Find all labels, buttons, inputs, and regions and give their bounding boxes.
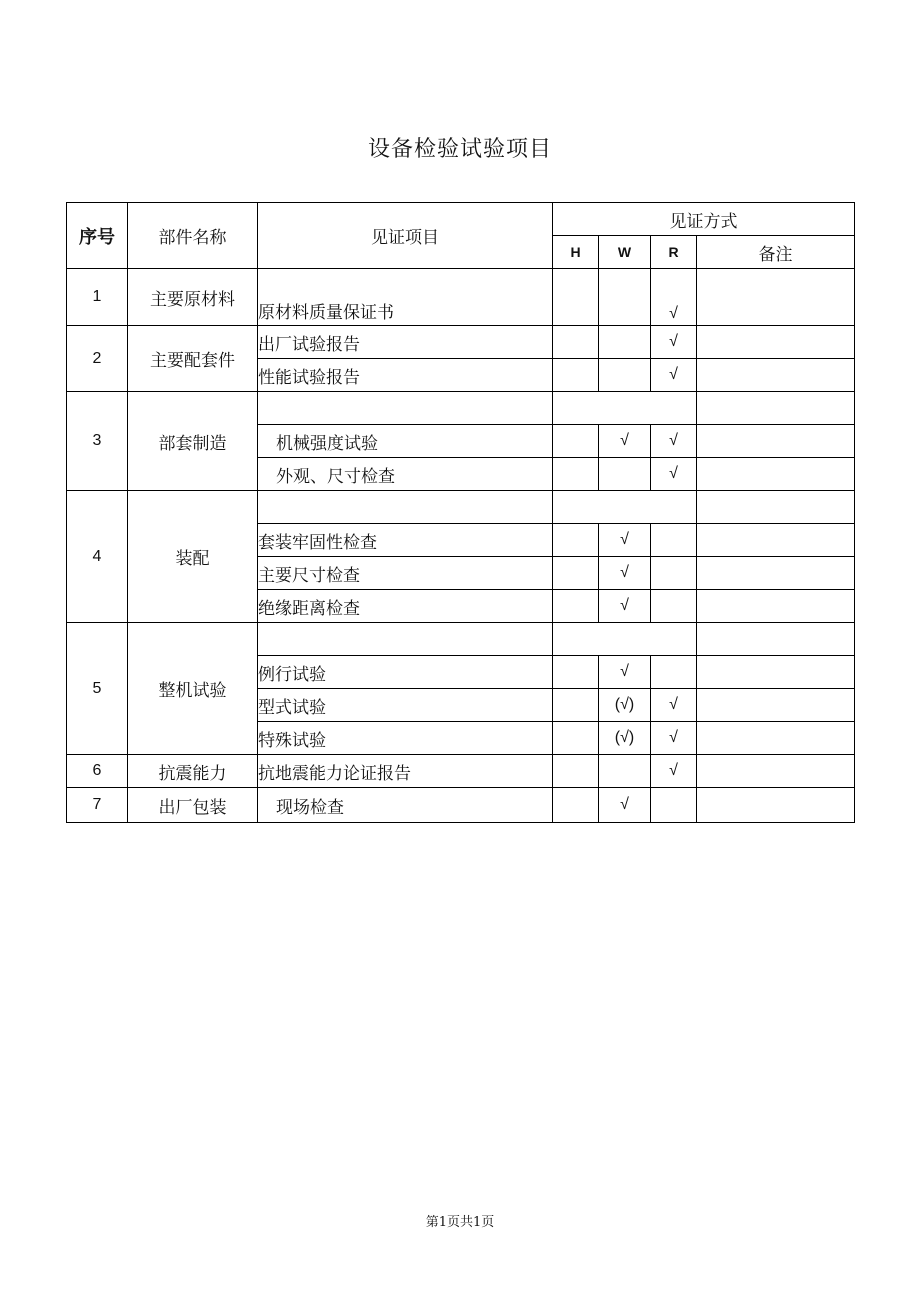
w-cell: √ xyxy=(599,590,651,623)
witness-item-cell: 性能试验报告 xyxy=(258,359,553,392)
witness-item-cell: 特殊试验 xyxy=(258,722,553,755)
remark-cell xyxy=(697,590,855,623)
header-r: R xyxy=(651,236,697,269)
remark-cell xyxy=(697,722,855,755)
table-row xyxy=(67,326,855,359)
witness-item-cell: 绝缘距离检查 xyxy=(258,590,553,623)
remark-cell xyxy=(697,326,855,359)
h-cell xyxy=(553,425,599,458)
header-w: W xyxy=(599,236,651,269)
empty-cell xyxy=(553,491,697,524)
header-row-1 xyxy=(67,203,855,236)
remark-cell xyxy=(697,425,855,458)
w-cell: √ xyxy=(599,425,651,458)
remark-cell xyxy=(697,656,855,689)
seq-cell: 5 xyxy=(67,623,128,755)
remark-cell xyxy=(697,359,855,392)
part-name-cell: 部套制造 xyxy=(128,392,258,491)
header-seq: 序号 xyxy=(67,203,128,269)
table-row xyxy=(67,491,855,524)
page-footer: 第1页共1页 xyxy=(425,1215,495,1230)
w-cell: (√) xyxy=(599,689,651,722)
page-title: 设备检验试验项目 xyxy=(367,137,552,162)
r-cell xyxy=(651,590,697,623)
r-cell: √ xyxy=(651,755,697,788)
empty-cell xyxy=(258,392,553,425)
r-cell: √ xyxy=(651,269,697,326)
w-cell: √ xyxy=(599,788,651,823)
remark-cell xyxy=(697,788,855,823)
empty-cell xyxy=(258,623,553,656)
table-row xyxy=(67,755,855,788)
r-cell xyxy=(651,656,697,689)
part-name-cell: 出厂包装 xyxy=(128,788,258,823)
remark-cell xyxy=(697,269,855,326)
h-cell xyxy=(553,722,599,755)
w-cell xyxy=(599,359,651,392)
r-cell: √ xyxy=(651,359,697,392)
remark-cell xyxy=(697,557,855,590)
w-cell: √ xyxy=(599,524,651,557)
h-cell xyxy=(553,689,599,722)
seq-cell: 4 xyxy=(67,491,128,623)
inspection-table xyxy=(66,202,855,823)
w-cell xyxy=(599,755,651,788)
h-cell xyxy=(553,524,599,557)
seq-cell: 7 xyxy=(67,788,128,823)
header-witness-method: 见证方式 xyxy=(553,203,855,236)
r-cell: √ xyxy=(651,425,697,458)
witness-item-cell: 原材料质量保证书 xyxy=(258,269,553,326)
part-name-cell: 装配 xyxy=(128,491,258,623)
witness-item-cell: 出厂试验报告 xyxy=(258,326,553,359)
remark-cell xyxy=(697,458,855,491)
witness-item-cell: 抗地震能力论证报告 xyxy=(258,755,553,788)
h-cell xyxy=(553,755,599,788)
header-part-name: 部件名称 xyxy=(128,203,258,269)
w-cell: √ xyxy=(599,656,651,689)
r-cell xyxy=(651,557,697,590)
seq-cell: 2 xyxy=(67,326,128,392)
w-cell xyxy=(599,269,651,326)
h-cell xyxy=(553,458,599,491)
witness-item-cell: 外观、尺寸检查 xyxy=(258,458,553,491)
r-cell: √ xyxy=(651,689,697,722)
witness-item-cell: 套装牢固性检查 xyxy=(258,524,553,557)
witness-item-cell: 例行试验 xyxy=(258,656,553,689)
table-row xyxy=(67,269,855,326)
table-row xyxy=(67,788,855,823)
header-remark: 备注 xyxy=(697,236,855,269)
r-cell: √ xyxy=(651,458,697,491)
witness-item-cell: 机械强度试验 xyxy=(258,425,553,458)
h-cell xyxy=(553,326,599,359)
h-cell xyxy=(553,359,599,392)
header-h: H xyxy=(553,236,599,269)
empty-cell xyxy=(697,623,855,656)
part-name-cell: 抗震能力 xyxy=(128,755,258,788)
empty-cell xyxy=(553,392,697,425)
part-name-cell: 主要原材料 xyxy=(128,269,258,326)
empty-cell xyxy=(697,491,855,524)
seq-cell: 6 xyxy=(67,755,128,788)
witness-item-cell: 主要尺寸检查 xyxy=(258,557,553,590)
part-name-cell: 整机试验 xyxy=(128,623,258,755)
seq-cell: 1 xyxy=(67,269,128,326)
w-cell xyxy=(599,326,651,359)
remark-cell xyxy=(697,524,855,557)
seq-cell: 3 xyxy=(67,392,128,491)
empty-cell xyxy=(258,491,553,524)
remark-cell xyxy=(697,689,855,722)
witness-item-cell: 现场检查 xyxy=(258,788,553,823)
part-name-cell: 主要配套件 xyxy=(128,326,258,392)
r-cell xyxy=(651,788,697,823)
h-cell xyxy=(553,656,599,689)
table-row xyxy=(67,392,855,425)
empty-cell xyxy=(553,623,697,656)
r-cell xyxy=(651,524,697,557)
w-cell: √ xyxy=(599,557,651,590)
r-cell: √ xyxy=(651,722,697,755)
witness-item-cell: 型式试验 xyxy=(258,689,553,722)
table-row xyxy=(67,623,855,656)
remark-cell xyxy=(697,755,855,788)
h-cell xyxy=(553,269,599,326)
w-cell: (√) xyxy=(599,722,651,755)
r-cell: √ xyxy=(651,326,697,359)
header-witness-item: 见证项目 xyxy=(258,203,553,269)
h-cell xyxy=(553,788,599,823)
h-cell xyxy=(553,557,599,590)
empty-cell xyxy=(697,392,855,425)
w-cell xyxy=(599,458,651,491)
h-cell xyxy=(553,590,599,623)
